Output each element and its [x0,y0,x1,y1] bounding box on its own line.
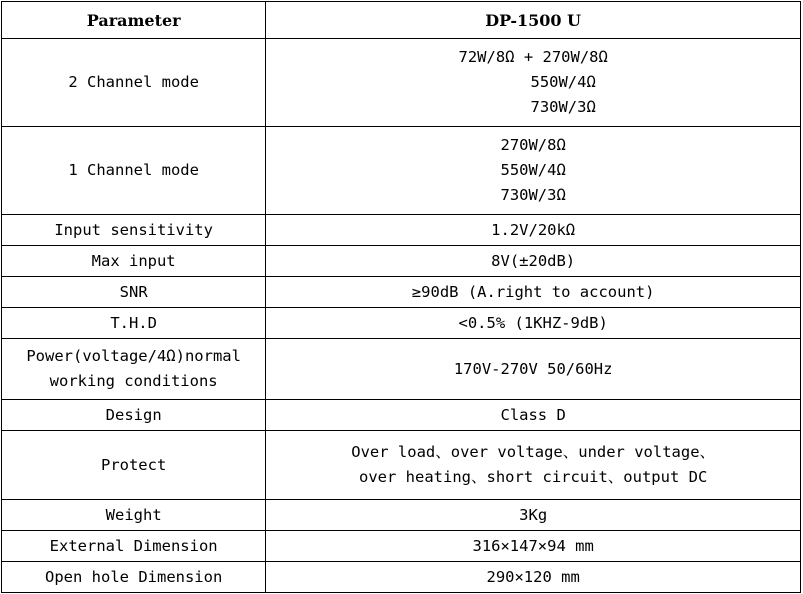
table-row [2,400,801,431]
value-line: 730W/3Ω [530,98,596,116]
table-row [2,431,801,500]
table-row [2,500,801,531]
row-value [266,431,801,500]
row-value: <0.5% (1KHZ-9dB) [266,308,801,339]
label-line: working conditions [49,372,218,390]
row-label [2,339,266,400]
row-value: 8V(±20dB) [266,246,801,277]
row-label: Design [2,400,266,431]
row-value: 316×147×94 mm [266,531,801,562]
row-label: 2 Channel mode [2,39,266,127]
row-value: 170V-270V 50/60Hz [266,339,801,400]
value-line: 550W/4Ω [500,161,566,179]
spec-table [1,1,801,593]
value-line: 72W/8Ω + 270W/8Ω [458,48,608,66]
table-row [2,215,801,246]
row-value: 1.2V/20kΩ [266,215,801,246]
row-label: SNR [2,277,266,308]
value-line: 270W/8Ω [500,136,566,154]
row-label: Weight [2,500,266,531]
row-value [266,127,801,215]
table-header-row [2,2,801,39]
table-row [2,531,801,562]
row-label: Max input [2,246,266,277]
value-line: 550W/4Ω [530,73,596,91]
table-row [2,39,801,127]
row-value: Class D [266,400,801,431]
row-label: Protect [2,431,266,500]
row-label: Input sensitivity [2,215,266,246]
value-line: Over load、over voltage、under voltage、 [351,443,716,461]
table-row [2,277,801,308]
row-value: ≥90dB (A.right to account) [266,277,801,308]
row-label: T.H.D [2,308,266,339]
row-value: 3Kg [266,500,801,531]
header-model: DP-1500 U [266,2,801,39]
row-label: Open hole Dimension [2,562,266,593]
table-row [2,562,801,593]
row-value [266,39,801,127]
table-row [2,308,801,339]
table-row [2,246,801,277]
table-row [2,339,801,400]
value-line: 730W/3Ω [500,186,566,204]
table-row [2,127,801,215]
row-label: 1 Channel mode [2,127,266,215]
value-line: over heating、short circuit、output DC [359,468,708,486]
label-line: Power(voltage/4Ω)normal [26,347,241,365]
row-value: 290×120 mm [266,562,801,593]
row-label: External Dimension [2,531,266,562]
header-parameter: Parameter [2,2,266,39]
